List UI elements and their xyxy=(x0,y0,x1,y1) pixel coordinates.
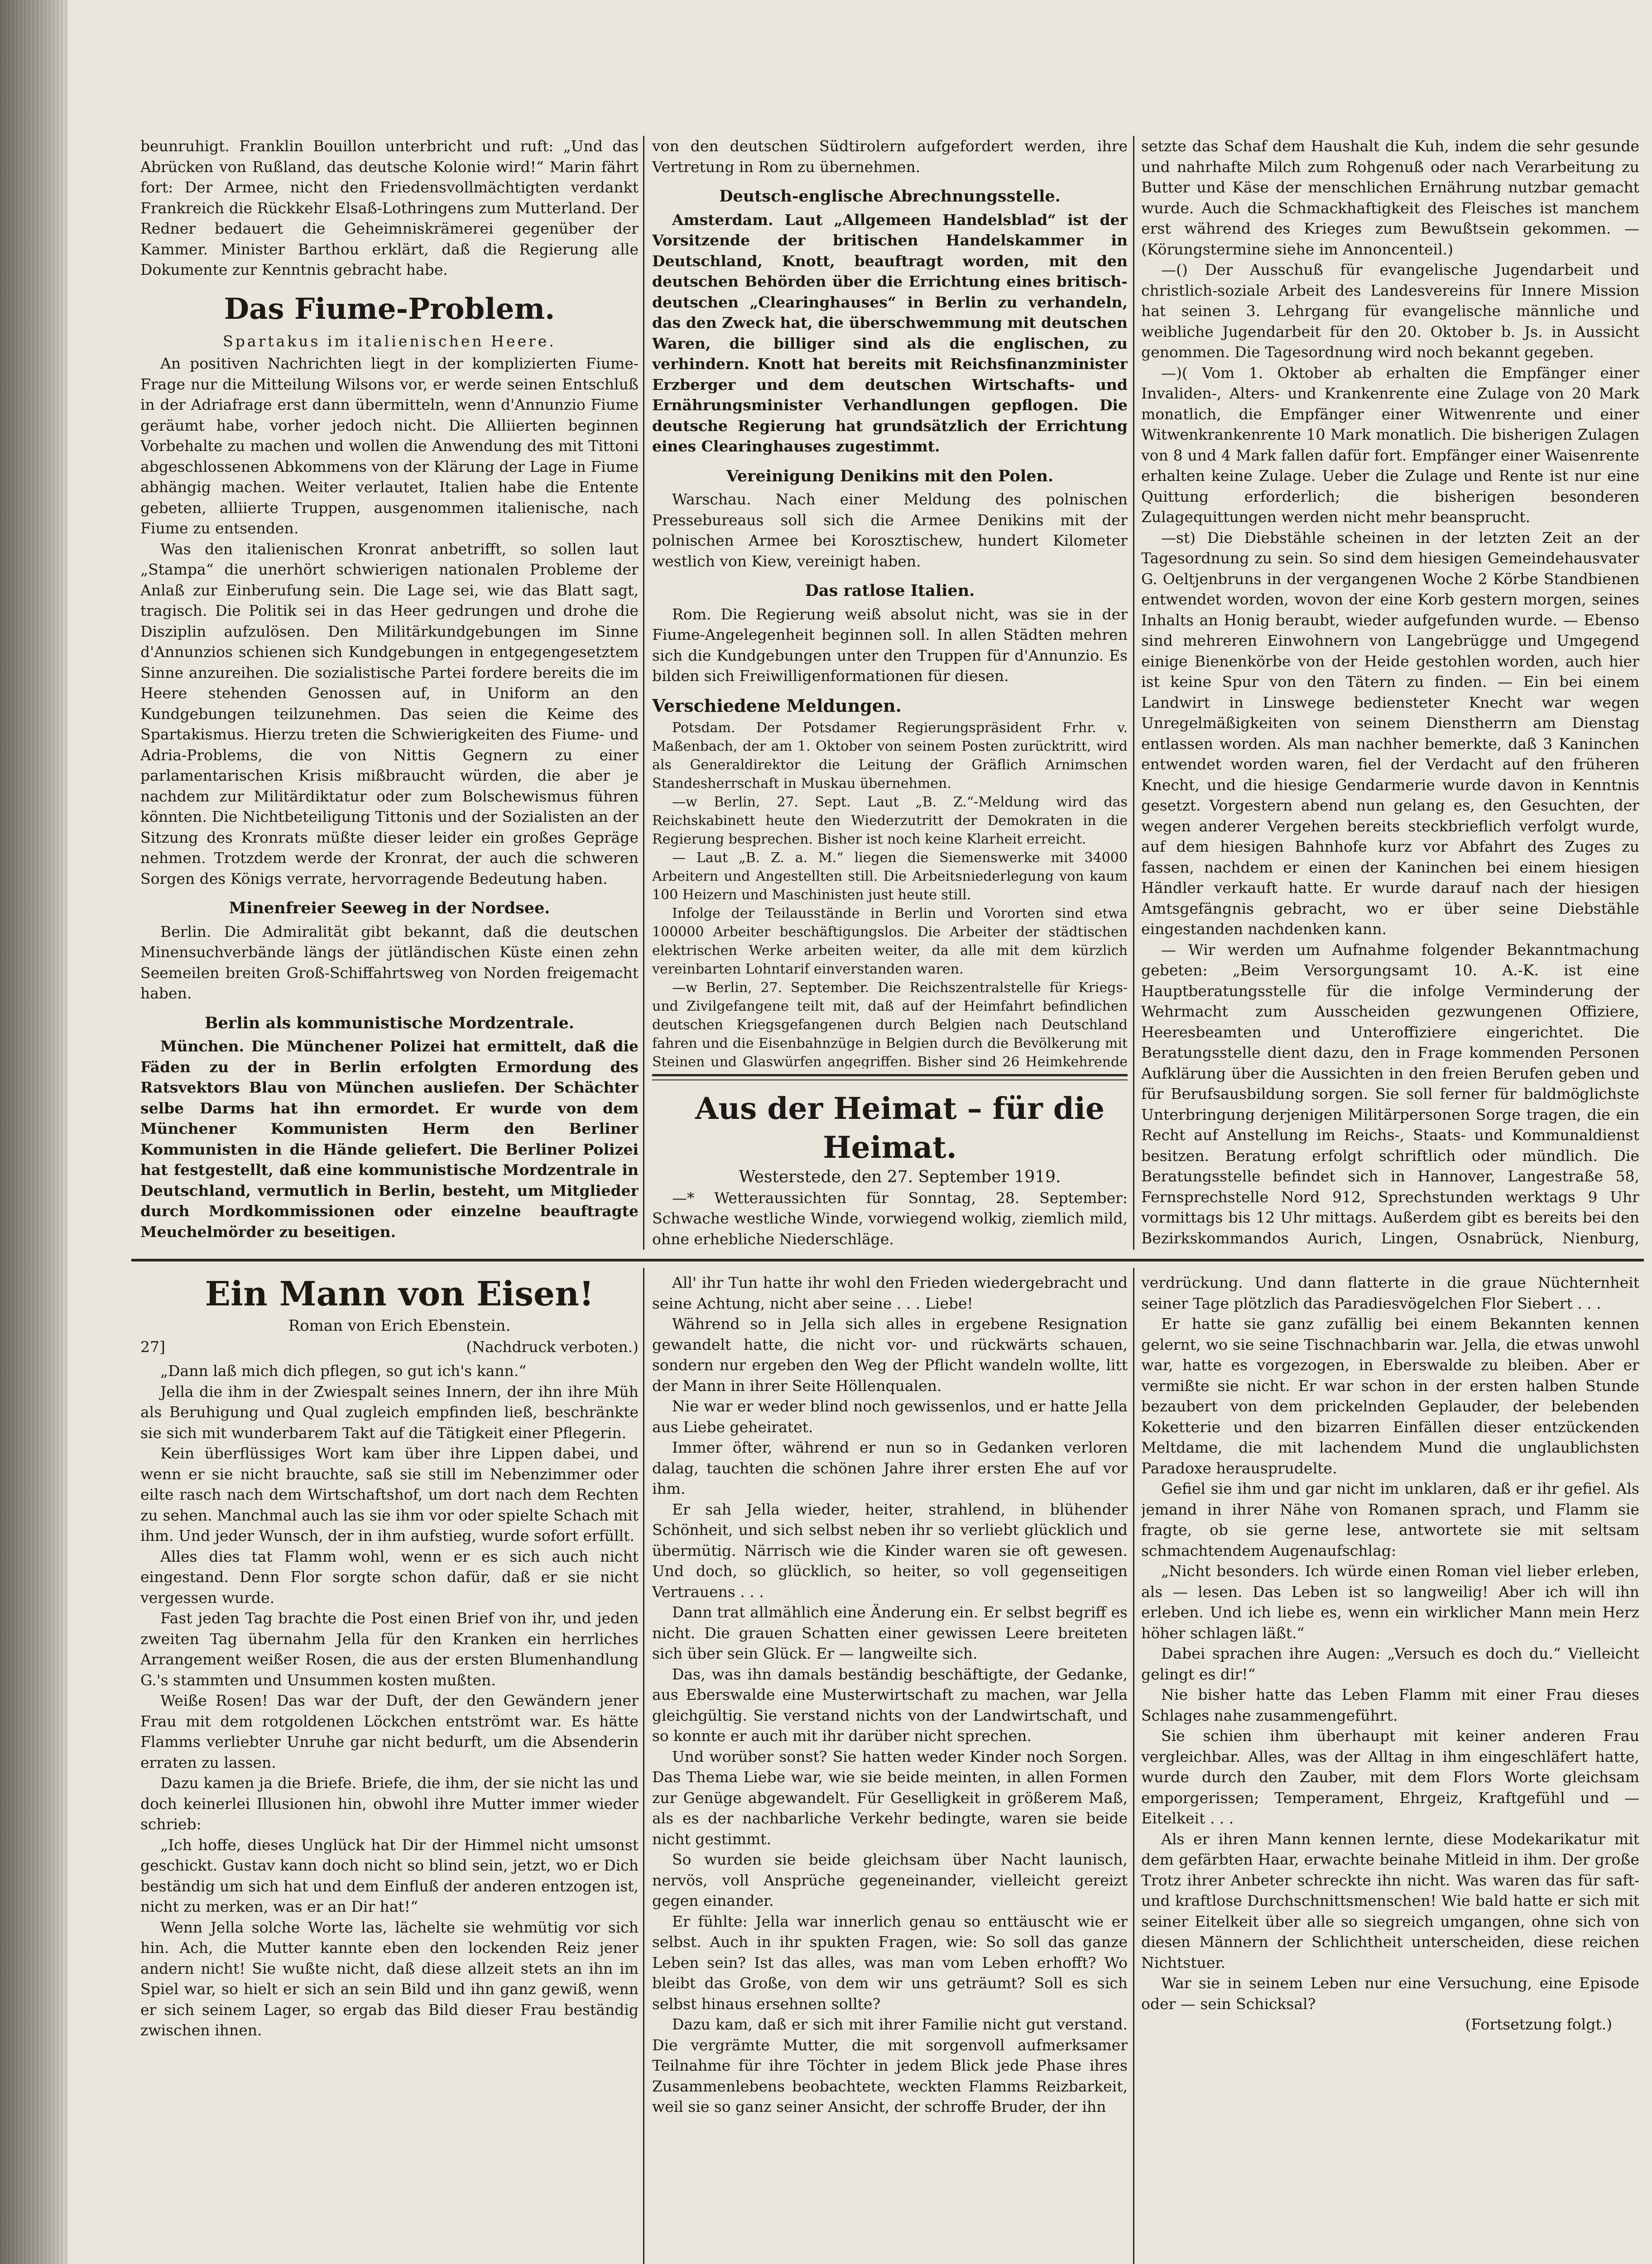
column-divider xyxy=(643,136,644,1250)
roman-paragraph: So wurden sie beide gleichsam über Nacht launisch, nervös, voll Ansprüche gegeneinander, vielleicht gereizt gegen einander. xyxy=(652,1851,1128,1909)
column-divider xyxy=(1133,136,1134,1250)
roman-paragraph: Wenn Jella solche Worte las, lächelte sie wehmütig vor sich hin. Ach, die Mutter kannte eben den lockenden Reiz jener andern nicht! Sie wußte nicht, daß diese allzeit stets an ihn im Spiel war, so hielt er sich an sein Bild und ihn ganz gewiß, wenn er sich seinem Lager, so ergab das Bild dieser Frau beständig zwischen ihnen. xyxy=(140,1918,639,2039)
roman-paragraph: Fast jeden Tag brachte die Post einen Brief von ihr, und jeden zweiten Tag übernahm Jella für den Kranken ein herrliches Arrangement weißer Rosen, die aus der ersten Blumenhandlung G.'s stammten und Unsummen kosten mußten. xyxy=(140,1609,639,1689)
roman-paragraph: Nie war er weder blind noch gewissenlos, und er hatte Jella aus Liebe geheiratet. xyxy=(652,1397,1128,1436)
roman-paragraph: Dazu kamen ja die Briefe. Briefe, die ihm, der sie nicht las und doch keinerlei Illusionen hin, obwohl ihre Mutter immer wieder schrieb: xyxy=(140,1774,639,1833)
roman-paragraph: Dabei sprachen ihre Augen: „Versuch es doch du.“ Vielleicht gelingt es dir!“ xyxy=(1141,1645,1639,1683)
roman-column-1 xyxy=(140,1272,639,2264)
roman-column-2 xyxy=(652,1272,1128,2264)
col1-intro: beunruhigt. Franklin Bouillon unterbricht und ruft: „Und das Abrücken von Rußland, das deutsche Kolonie wird!“ Marin fährt fort: Der Armee, nicht den Friedensvollmächtigten verdankt Frankreich die Rückkehr Elsaß-Lothringens zum Mutterland. Der Redner bedauert die Geheimniskrämerei gegenüber der Kammer. Minister Barthou erklärt, daß die Regierung alle Dokumente zur Kenntnis gebracht habe. xyxy=(140,137,639,278)
seeweg-headline: Minenfreier Seeweg in der Nordsee. xyxy=(229,899,550,917)
fiume-subheadline: Spartakus im italienischen Heere. xyxy=(223,332,556,350)
heimat-section xyxy=(652,1089,1128,1250)
roman-paragraph: Er fühlte: Jella war innerlich genau so enttäuscht wie er selbst. Auch in ihr spukten Fragen, wie: So soll das ganze Leben sein? Ist das alles, was man vom Leben erhofft? Wo bleibt das Große, von dem wir uns geträumt? Soll es sich selbst hinaus ersehnen sollte? xyxy=(652,1912,1128,2013)
verschiedene-item: —w Berlin, 27. Sept. Laut „B. Z.“-Meldung wird das Reichskabinett heute den Wiederzutritt der Demokraten in die Regierung besprechen. Bisher ist noch keine Klarheit erreicht. xyxy=(652,794,1128,847)
seeweg-paragraph: Berlin. Die Admiralität gibt bekannt, daß die deutschen Minensuchverbände längs der jütländischen Küste einen zehn Seemeilen breiten Groß-Schiffahrtsweg von Norden freigemacht haben. xyxy=(140,922,639,1002)
abrechnung-paragraph: Amsterdam. Laut „Allgemeen Handelsblad“ ist der Vorsitzende der britischen Handelskammer in Deutschland, Knott, beauftragt worden, mit den deutschen Behörden über die Errichtung eines britisch-deutschen „Clearinghauses“ in Berlin zu verhandeln, das den Zweck hat, die überschwemmung mit deutschen Waren, die billiger sind als die englischen, zu verhindern. Knott hat bereits mit Reichsfinanzminister Erzberger und dem deutschen Wirtschafts- und Ernährungsminister Verhandlungen gepflogen. Die deutsche Regierung hat grundsätzlich der Errichtung eines Clearinghauses zugestimmt. xyxy=(652,211,1128,455)
column-3 xyxy=(1141,136,1639,1250)
roman-paragraph: Und worüber sonst? Sie hatten weder Kinder noch Sorgen. Das Thema Liebe war, wie sie beide meinten, in allen Formen zur Genüge abgewandelt. Für Geselligkeit in größerem Maß, als es der nachbarliche Verkehr bedingte, waren sie beide nicht gestimmt. xyxy=(652,1747,1128,1848)
roman-paragraph: Während so in Jella sich alles in ergebene Resignation gewandelt hatte, die nicht vor- und rückwärts schauen, sondern nur ergeben den Weg der Pflicht wandeln wollte, litt der Mann in ihrer Seite Höllenqualen. xyxy=(652,1315,1128,1395)
roman-paragraph: Gefiel sie ihm und gar nicht im unklaren, daß er ihr gefiel. Als jemand in ihrer Nähe von Romanen sprach, und Flamm sie fragte, ob sie gerne lese, antwortete sie mit seltsam schmachtendem Augenaufschlag: xyxy=(1141,1480,1639,1559)
column-1 xyxy=(140,136,639,1250)
mordzentrale-headline: Berlin als kommunistische Mordzentrale. xyxy=(205,1013,574,1032)
col3-paragraph: — Wir werden um Aufnahme folgender Bekanntmachung gebeten: „Beim Versorgungsamt 10. A.-K. ist eine Hauptberatungsstelle für die infolge Verminderung der Wehrmacht zum Ausscheiden gezwungenen Offiziere, Heeresbeamten und Unteroffiziere eingerichtet. Die Beratungsstelle dient dazu, den in Frage kommenden Personen Aufklärung über die Aussichten in den freien Berufen geben und für Berufsausbildung sorgen. Sie soll ferner für baldmöglichste Unterbringung derjenigen Militärpersonen Sorge tragen, die ein Recht auf Anstellung im Reichs-, Staats- und Kommunaldienst besitzen. Beratung erfolgt schriftlich oder mündlich. Die Beratungsstelle befindet sich in Hannover, Langestraße 58, Fernsprechstelle Nord 912, Sprechstunden werktags 9 Uhr vormittags bis 12 Uhr mittags. Außerdem gibt es bereits bei den Bezirkskommandos Aurich, Lingen, Osnabrück, Nienburg, xyxy=(1141,940,1639,1247)
column-divider xyxy=(643,1268,644,2264)
roman-title: Ein Mann von Eisen! xyxy=(205,1275,594,1314)
mordzentrale-paragraph: München. Die Münchener Polizei hat ermittelt, daß die Fäden zu der in Berlin erfolgten Ermordung des Ratsvektors Blau von München ausliefen. Der Schächter selbe Darms hat ihn ermordet. Er wurde von dem Münchener Kommunisten Herm den Berliner Kommunisten in die Hände geliefert. Die Berliner Polizei hat festgestellt, daß eine kommunistische Mordzentrale in Deutschland, vermutlich in Berlin, besteht, um Mitglieder durch Mordkommissionen oder einzelne beauftragte Meuchelmörder zu beseitigen. xyxy=(140,1037,639,1241)
roman-continued-note: (Fortsetzung folgt.) xyxy=(1465,2015,1612,2033)
heimat-headline: Aus der Heimat – für die Heimat. xyxy=(695,1091,1105,1165)
roman-paragraph: „Dann laß mich dich pflegen, so gut ich's kann.“ xyxy=(160,1362,527,1380)
abrechnung-headline: Deutsch-englische Abrechnungsstelle. xyxy=(719,187,1061,206)
roman-paragraph: Er sah Jella wieder, heiter, strahlend, in blühender Schönheit, und sich selbst neben ihr so verliebt glücklich und übermütig. Närrisch wie die Kinder waren sie oft gewesen. Und doch, so glücklich, so heiter, so voll gegenseitigen Vertrauens . . . xyxy=(652,1500,1128,1601)
book-binding-edge xyxy=(0,0,68,2264)
roman-paragraph: Er hatte sie ganz zufällig bei einem Bekannten kennen gelernt, wo sie seine Tischnachbarin war. Jella, die etwas unwohl war, hatte es vorgezogen, in Eberswalde zu bleiben. Aber er vermißte sie nicht. Er war schon in der ersten halben Stunde bezaubert von dem prickelnden Geplauder, der belebenden Koketterie und den bizarren Einfällen dieser entzückenden Meltdame, die mit lachendem Mund die unglaublichsten Paradoxe herausprudelte. xyxy=(1141,1315,1639,1477)
roman-paragraph: Immer öfter, während er nun so in Gedanken verloren dalag, tauchten die schönen Jahre ihrer ersten Ehe auf vor ihm. xyxy=(652,1439,1128,1497)
roman-copyright-notice: (Nachdruck verboten.) xyxy=(466,1338,639,1356)
heimat-top-rule xyxy=(652,1074,1128,1076)
roman-paragraph: Sie schien ihm überhaupt mit keiner anderen Frau vergleichbar. Alles, was der Alltag in ihm eingeschläfert hatte, wurde durch den Zauber, mit dem Flors Worte gleichsam emporgerissen; Temperament, Ehrgeiz, Kraftgefühl und — Eitelkeit . . . xyxy=(1141,1727,1639,1827)
roman-paragraph: Das, was ihn damals beständig beschäftigte, der Gedanke, aus Eberswalde eine Musterwirtschaft zu machen, war Jella gleichgültig. Sie verstand nichts von der Landwirtschaft, und so konnte er auch mit ihr darüber nicht sprechen. xyxy=(652,1665,1128,1745)
heimat-paragraph xyxy=(652,1249,1128,1250)
verschiedene-item: —w Berlin, 27. September. Die Reichszentralstelle für Kriegs- und Zivilgefangene teilt mit, daß auf der Heimfahrt befindlichen deutschen Kriegsgefangenen durch Belgien nach Deutschland fahren und die Eisenbahnzüge in Belgien durch die Bevölkerung mit Steinen und Glaswürfen angegriffen. Bisher sind 26 Heimkehrende xyxy=(652,980,1128,1069)
italien-paragraph: Rom. Die Regierung weiß absolut nicht, was sie in der Fiume-Angelegenheit beginnen soll. In allen Städten mehren sich die Kundgebungen unter den Truppen für d'Annunzio. Es bilden sich Freiwilligenformationen für diesen. xyxy=(652,605,1128,685)
heimat-top-rule-thin xyxy=(652,1079,1128,1080)
roman-paragraph: Nie bisher hatte das Leben Flamm mit einer Frau dieses Schlages nahe zusammengeführt. xyxy=(1141,1686,1639,1724)
roman-paragraph: „Ich hoffe, dieses Unglück hat Dir der Himmel nicht umsonst geschickt. Gustav kann doch nicht so blind sein, jetzt, wo er Dich beständig um sich hat und dem Einfluß der anderen entzogen ist, nicht zu merken, was er an Dir hat!“ xyxy=(140,1836,639,1915)
roman-paragraph: Kein überflüssiges Wort kam über ihre Lippen dabei, und wenn er sie nicht brauchte, saß sie still im Nebenzimmer oder eilte rasch nach dem Wirtschaftshof, um dort nach dem Rechten zu sehen. Manchmal auch las sie ihm vor oder spielte Schach mit ihm. Und jeder Wunsch, der in ihm aufstieg, wurde sofort erfüllt. xyxy=(140,1444,639,1545)
column-2 xyxy=(652,136,1128,1069)
column-divider xyxy=(1133,1268,1134,2264)
roman-author: Roman von Erich Ebenstein. xyxy=(288,1317,511,1335)
roman-paragraph: verdrückung. Und dann flatterte in die graue Nüchternheit seiner Tage plötzlich das Paradiesvögelchen Flor Siebert . . . xyxy=(1141,1274,1639,1312)
roman-paragraph: All' ihr Tun hatte ihr wohl den Frieden wiedergebracht und seine Achtung, nicht aber seine . . . Liebe! xyxy=(652,1274,1128,1312)
denikin-headline: Vereinigung Denikins mit den Polen. xyxy=(726,466,1054,485)
verschiedene-item: Infolge der Teilausstände in Berlin und Vororten sind etwa 100000 Arbeiter beschäftigungslos. Die Arbeiter der städtischen elektrischen Werke arbeiten weiter, da alle mit dem kürzlich vereinbarten Lohntarif einverstanden waren. xyxy=(652,906,1128,977)
roman-column-3 xyxy=(1141,1272,1639,2264)
roman-paragraph: Dazu kam, daß er sich mit ihrer Familie nicht gut verstand. Die vergrämte Mutter, die mit sorgenvoll aufmerksamer Teilnahme für ihre Töchter in jedem Blick jede Phase ihres Zusammenlebens beobachtete, weckten Flamms Reizbarkeit, weil sie so ganz seiner Ansicht, der schroffe Bruder, der ihn xyxy=(652,2015,1128,2115)
roman-installment-number: 27] xyxy=(140,1338,165,1356)
fiume-paragraph: An positiven Nachrichten liegt in der komplizierten Fiume-Frage nur die Mitteilung Wilsons vor, er werde seinen Entschluß in der Adriafrage erst dann übermitteln, wenn d'Annunzio Fiume geräumt habe, vorher jedoch nicht. Die Alliierten beginnen Vorbehalte zu machen und wollen die Anwendung des mit Tittoni abgeschlossenen Abkommens von der Klärung der Lage in Fiume abhängig machen. Weiter verlautet, Italien habe die Entente gebeten, alliierte Truppen, ausgenommen italienische, nach Fiume zu entsenden. xyxy=(140,355,639,537)
roman-paragraph: Als er ihren Mann kennen lernte, diese Modekarikatur mit dem gefärbten Haar, erwachte beinahe Mitleid in ihm. Der große Trotz ihrer Anbeter schreckte ihn nicht. Was waren das für saft- und kraftlose Durchschnittsmenschen! Wie bald hatte er sich mit seiner Eitelkeit über alle so siegreich umgangen, ohne sich von diesen Männern der Schlichtheit unterscheiden, diese reichen Nichtstuer. xyxy=(1141,1830,1639,1971)
feuilleton-divider xyxy=(131,1259,1644,1262)
roman-paragraph: Weiße Rosen! Das war der Duft, der den Gewändern jener Frau mit dem rotgoldenen Löckchen entströmt war. Es hätte Flamms verliebter Unruhe gar nicht bedurft, um die Absenderin erraten zu lassen. xyxy=(140,1692,639,1771)
denikin-paragraph: Warschau. Nach einer Meldung des polnischen Pressebureaus soll sich die Armee Denikins mit der polnischen Armee bei Korosztischew, hundert Kilometer westlich von Kiew, vereinigt haben. xyxy=(652,490,1128,570)
heimat-paragraph: —* Wetteraussichten für Sonntag, 28. September: Schwache westliche Winde, vorwiegend wolkig, ziemlich mild, ohne erhebliche Niederschläge. xyxy=(652,1189,1128,1248)
col3-paragraph: —() Der Ausschuß für evangelische Jugendarbeit und christlich-soziale Arbeit des Landesvereins für Innere Mission hat seinen 3. Lehrgang für evangelische männliche und weibliche Jugendarbeit für den 20. Oktober b. Js. in Aussicht genommen. Die Tagesordnung wird noch bekannt gegeben. xyxy=(1141,261,1639,361)
roman-paragraph: Dann trat allmählich eine Änderung ein. Er selbst begriff es nicht. Die grauen Schatten einer gewissen Leere breiteten sich über sein Glück. Er — langweilte sich. xyxy=(652,1603,1128,1662)
roman-paragraph: Jella die ihm in der Zwiespalt seines Innern, der ihn ihre Müh als Beruhigung und Qual zugleich empfinden ließ, beschränkte sie sich mit wunderbarem Takt auf die Tätigkeit einer Pflegerin. xyxy=(140,1382,639,1442)
fiume-paragraph: Was den italienischen Kronrat anbetrifft, so sollen laut „Stampa“ die unerhört schwierigen nationalen Probleme der Anlaß zur Einberufung sein. Die Lage sei, wie das Blatt sagt, tragisch. Die Politik sei in das Heer gedrungen und drohe die Disziplin aufzulösen. Den Militärkundgebungen im Sinne d'Annunzios schienen sich Kundgebungen in entgegengesetztem Sinne anzureihen. Die sozialistische Partei fordere bereits die im Heere stehenden Genossen auf, in Uniform an den Kundgebungen teilzunehmen. Das seien die Keime des Spartakismus. Hierzu treten die Schwierigkeiten des Fiume- und Adria-Problems, die von Nittis Gegnern zu einer parlamentarischen Krisis mißbraucht würden, die aber je nachdem zur Militärdiktatur oder zum Bolschewismus führen könnten. Die Nichtbeteiligung Tittonis und der Sozialisten an der Sitzung des Kronrats müßte dieser leider ein großes Gepräge nehmen. Trotzdem werde der Kronrat, der auch die schweren Sorgen des Königs verrate, hervorragende Bedeutung haben. xyxy=(140,540,639,887)
roman-paragraph: Alles dies tat Flamm wohl, wenn er es sich auch nicht eingestand. Denn Flor sorgte schon dafür, daß er sie nicht vergessen wurde. xyxy=(140,1547,639,1607)
col3-paragraph: setzte das Schaf dem Haushalt die Kuh, indem die sehr gesunde und nahrhafte Milch zum Rohgenuß oder nach Verarbeitung zu Butter und Käse der menschlichen Ernährung nutzbar gemacht wurde. Auch die Schmackhaftigkeit des Fleisches ist manchem erst während des Krieges zum Bewußtsein gekommen. — (Körungstermine siehe im Annoncenteil.) xyxy=(1141,137,1639,258)
col3-paragraph: —)( Vom 1. Oktober ab erhalten die Empfänger einer Invaliden-, Alters- und Krankenrente eine Zulage von 20 Mark monatlich, die Empfänger einer Witwenrente und einer Witwenkrankenrente 10 Mark monatlich. Die bisherigen Zulagen von 8 und 4 Mark fallen dafür fort. Empfänger einer Waisenrente erhalten keine Zulage. Ueber die Zulage und Rente ist nur eine Quittung erforderlich; die bisherigen besonderen Zulagequittungen werden nicht mehr beansprucht. xyxy=(1141,364,1639,526)
roman-paragraph: „Nicht besonders. Ich würde einen Roman viel lieber erleben, als — lesen. Das Leben ist so langweilig! Aber ich will ihn erleben. Und ich liebe es, wenn ein wirklicher Mann mein Herz höher schlagen läßt.“ xyxy=(1141,1562,1639,1642)
fiume-headline: Das Fiume-Problem. xyxy=(224,292,555,326)
verschiedene-headline: Verschiedene Meldungen. xyxy=(652,695,902,716)
heimat-dateline: Westerstede, den 27. September 1919. xyxy=(739,1168,1061,1186)
verschiedene-item: — Laut „B. Z. a. M.“ liegen die Siemenswerke mit 34000 Arbeitern und Angestellten still. Die Arbeitsniederlegung von kaum 100 Heizern und Maschinisten just heute still. xyxy=(652,850,1128,903)
col3-paragraph: —st) Die Diebstähle scheinen in der letzten Zeit an der Tagesordnung zu sein. So sind dem hiesigen Gemeindehausvater G. Oeltjenbruns in der vergangenen Woche 2 Körbe Standbienen entwendet worden, wovon der eine Korb gestern morgen, seines Inhalts an Honig beraubt, wieder aufgefunden wurde. — Ebenso sind mehreren Einwohnern von Langebrügge und Umgegend einige Bienenkörbe von der Heide gestohlen worden, auch hier ist keine Spur von den Tätern zu finden. — Ein bei einem Landwirt in Linswege bediensteter Knecht war wegen Unregelmäßigkeiten von seinem Dienstherrn am Dienstag entlassen worden. Als man nachher bemerkte, daß 3 Kaninchen entwendet worden waren, fiel der Verdacht auf den früheren Knecht, und die hiesige Gendarmerie wurde davon in Kenntnis gesetzt. Vorgestern abend nun gelang es, den Gesuchten, der wegen anderer Vergehen bereits steckbrieflich verfolgt wurde, auf dem hiesigen Bahnhofe kurz vor Abfahrt des Zuges zu fassen, nachdem er einen der Kaninchen bei einem hiesigen Händler verkauft hatte. Er wurde darauf nach der hiesigen Amtsgefängnis gebracht, wo er über seine Diebstähle eingestanden nachdenken kann. xyxy=(1141,528,1639,938)
verschiedene-item: Potsdam. Der Potsdamer Regierungspräsident Frhr. v. Maßenbach, der am 1. Oktober von seinem Posten zurücktritt, wird als Generaldirektor die Leitung der Gräflich Arnimschen Standesherrschaft in Muskau übernehmen. xyxy=(652,720,1128,791)
roman-meta xyxy=(140,1337,639,1357)
italien-headline: Das ratlose Italien. xyxy=(805,581,975,600)
roman-paragraph: War sie in seinem Leben nur eine Versuchung, eine Episode oder — sein Schicksal? xyxy=(1141,1974,1639,2013)
col2-intro: von den deutschen Südtirolern aufgefordert werden, ihre Vertretung in Rom zu übernehmen. xyxy=(652,137,1128,176)
